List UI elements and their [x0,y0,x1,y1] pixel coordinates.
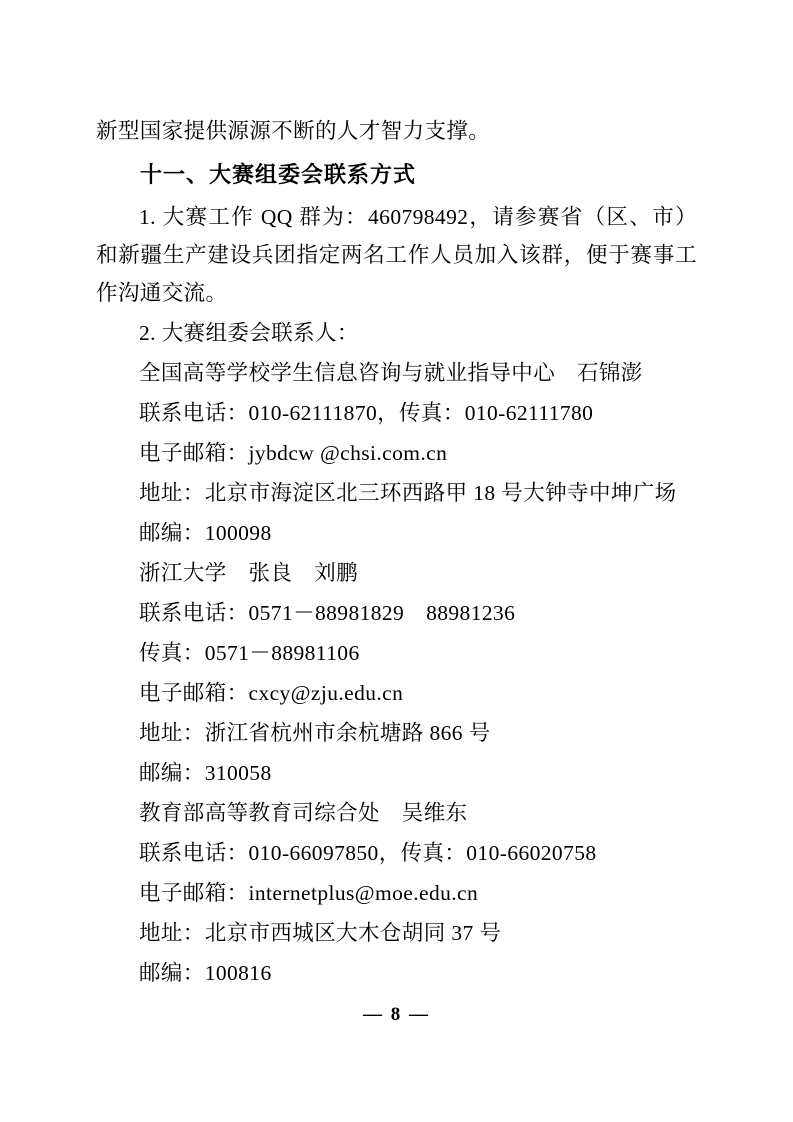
contact-line: 邮编：310058 [139,761,272,785]
contact-line: 浙江大学 张良 刘鹏 [139,561,359,585]
contact-line: 联系电话：0571－88981829 88981236 [139,601,516,625]
contact-line: 全国高等学校学生信息咨询与就业指导中心 石锦澎 [139,361,643,385]
contact-line: 邮编：100816 [139,961,272,985]
section-item-2: 2. 大赛组委会联系人： [139,321,359,345]
contact-line: 电子邮箱：cxcy@zju.edu.cn [139,681,404,705]
contact-line: 电子邮箱：internetplus@moe.edu.cn [139,881,479,905]
contact-line: 传真：0571－88981106 [139,641,360,665]
contact-line: 电子邮箱：jybdcw @chsi.com.cn [139,441,448,465]
contact-line: 邮编：100098 [139,521,272,545]
contact-line: 地址：浙江省杭州市余杭塘路 866 号 [139,721,491,745]
document-body [96,112,697,992]
section-heading: 十一、大赛组委会联系方式 [140,162,417,187]
continued-paragraph: 新型国家提供源源不断的人才智力支撑。 [96,119,491,143]
page-number: — 8 — [363,1004,430,1025]
contact-line: 教育部高等教育司综合处 吴维东 [139,801,468,825]
section-item-1: 1. 大赛工作 QQ 群为：460798492，请参赛省（区、市）和新疆生产建设兵团指定两名工作人员加入该群，便于赛事工作沟通交流。 [96,205,697,305]
contact-line: 联系电话：010-66097850，传真：010-66020758 [139,841,597,865]
contact-line: 地址：北京市西城区大木仓胡同 37 号 [139,921,502,945]
contact-line: 联系电话：010-62111870，传真：010-62111780 [139,401,594,425]
contact-line: 地址：北京市海淀区北三环西路甲 18 号大钟寺中坤广场 [139,481,677,505]
